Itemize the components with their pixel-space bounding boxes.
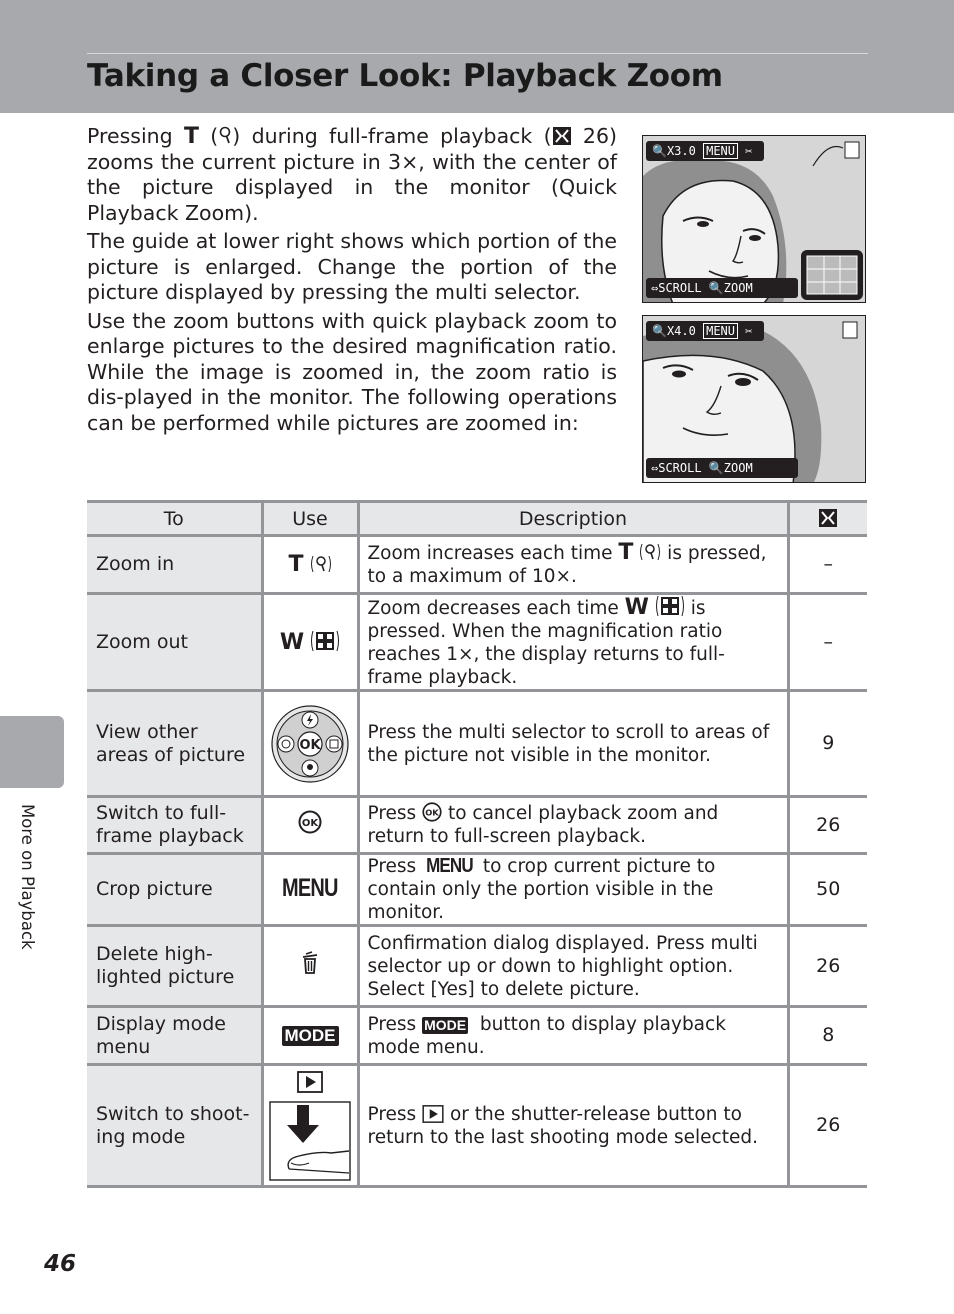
header-reference bbox=[788, 502, 867, 536]
zoom-ratio-readout: 🔍X4.0 MENU ✂ bbox=[652, 324, 753, 338]
trash-icon bbox=[300, 951, 320, 975]
intro-text bbox=[87, 124, 617, 439]
w-button-glyph: W bbox=[279, 629, 305, 655]
reference-icon bbox=[552, 126, 572, 146]
monitor-screenshot-zoom-4x bbox=[642, 315, 866, 483]
table-row: Crop picture MENU Press MENU to crop current picture to contain only the portion visible in the monitor. 50 bbox=[87, 854, 867, 926]
thumbnail-icon bbox=[655, 595, 685, 617]
table-row: Switch to full-frame playback OK Press OK to cancel playback zoom and return to full-screen playback. 26 bbox=[87, 797, 867, 854]
menu-button-glyph: MENU bbox=[282, 874, 338, 902]
zoom-ratio-readout: 🔍X3.0 MENU ✂ bbox=[652, 144, 753, 158]
multi-selector-icon bbox=[270, 704, 350, 784]
scroll-zoom-guide: ⇔SCROLL 🔍ZOOM bbox=[651, 461, 753, 475]
monitor-screenshot-zoom-3x bbox=[642, 135, 866, 303]
header-rule bbox=[87, 53, 868, 54]
zoom-tele-icon bbox=[310, 554, 332, 574]
table-row: Switch to shoot-ing mode Press or the shutter-release button to return to the last shooting mode selected. 26 bbox=[87, 1065, 867, 1187]
table-row: Zoom out W Zoom decreases each time W is pressed. When the magnification ratio reaches 1×, the display returns to full-frame playback. – bbox=[87, 594, 867, 691]
svg-text:OK: OK bbox=[299, 737, 321, 753]
page-title: Taking a Closer Look: Playback Zoom bbox=[87, 58, 723, 94]
portrait-illustration bbox=[643, 136, 866, 303]
header-to: To bbox=[87, 502, 262, 536]
mode-button-glyph: MODE bbox=[282, 1026, 339, 1046]
side-tab bbox=[0, 716, 64, 788]
table-header-row bbox=[87, 502, 867, 536]
ok-button-icon bbox=[422, 802, 442, 822]
ok-button-icon bbox=[298, 810, 322, 834]
operations-table bbox=[87, 500, 867, 1188]
svg-text:OK: OK bbox=[301, 818, 319, 829]
header-band bbox=[0, 0, 954, 113]
portrait-illustration-zoomed bbox=[643, 316, 866, 483]
scroll-zoom-guide: ⇔SCROLL 🔍ZOOM bbox=[651, 281, 753, 295]
shutter-release-icon bbox=[269, 1101, 351, 1181]
intro-paragraph-3: Use the zoom buttons with quick playback zoom to enlarge pictures to the desired magnification ratio. While the image is zoomed in, the zoom ratio is dis-played in the monitor. The following operations can be performed while pictures are zoomed in: bbox=[87, 308, 617, 435]
header-description: Description bbox=[358, 502, 788, 536]
zoom-tele-icon bbox=[218, 126, 232, 146]
page-number: 46 bbox=[44, 1251, 77, 1277]
t-button-glyph: T bbox=[183, 124, 199, 149]
reference-icon bbox=[818, 508, 838, 528]
playback-button-icon bbox=[422, 1105, 444, 1123]
intro-paragraph-2: The guide at lower right shows which portion of the picture is enlarged. Change the portion of the picture displayed by pressing the multi selector. bbox=[87, 229, 617, 304]
zoom-tele-icon bbox=[639, 542, 661, 562]
t-button-glyph: T bbox=[288, 551, 304, 577]
header-use: Use bbox=[262, 502, 358, 536]
intro-paragraph-1: Pressing T ( ) during full-frame playback ( 26) zooms the current picture in 3×, with the center of the picture displayed in the monitor (Quick Playback Zoom). bbox=[87, 124, 617, 225]
side-tab-label: More on Playback bbox=[18, 804, 37, 950]
table-row: View other areas of picture OK Press the multi selector to scroll to areas of the picture not visible in the monitor. 9 bbox=[87, 691, 867, 797]
thumbnail-icon bbox=[310, 630, 340, 652]
svg-text:OK: OK bbox=[425, 807, 439, 818]
table-row: Display mode menu MODE Press MODE button to display playback mode menu. 8 bbox=[87, 1007, 867, 1065]
table-row: Zoom in T Zoom increases each time T is pressed, to a maximum of 10×. – bbox=[87, 536, 867, 594]
table-row: Delete high-lighted picture Confirmation dialog displayed. Press multi selector up or down to highlight option. Select [Yes] to delete picture. 26 bbox=[87, 926, 867, 1007]
playback-button-icon bbox=[297, 1071, 323, 1093]
